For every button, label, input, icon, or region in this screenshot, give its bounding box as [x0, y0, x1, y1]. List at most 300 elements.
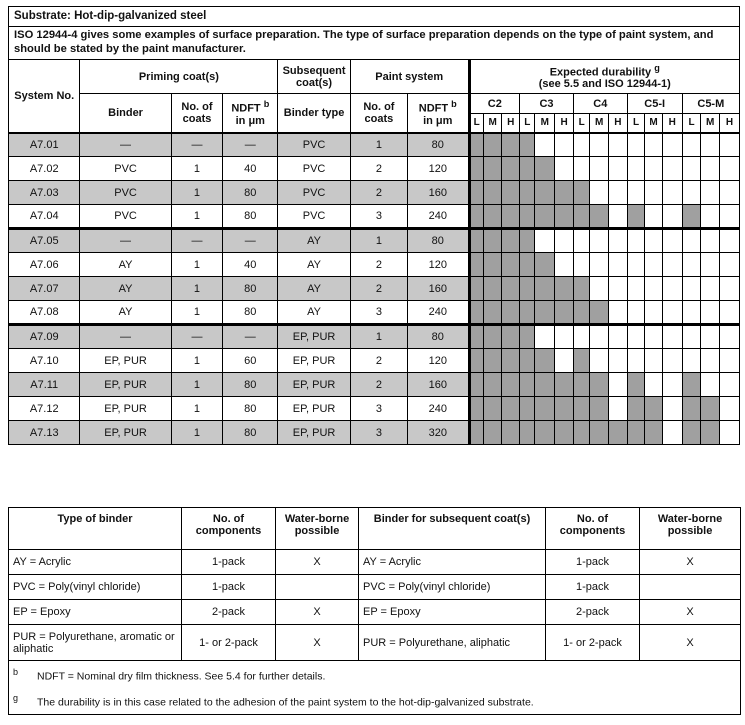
durability-cell-c2-l [469, 373, 483, 397]
durability-cell-c5-i-m [645, 397, 663, 421]
system-no-cell: A7.04 [9, 205, 80, 229]
legend-subsequent-binder-cell: AY = Acrylic [359, 550, 546, 575]
priming-ndft-cell: 80 [223, 421, 278, 445]
durability-cell-c4-m [590, 157, 609, 181]
footnote-mark: b [13, 666, 19, 677]
durability-cell-c4-l [573, 253, 589, 277]
legend-binder-type-cell: AY = Acrylic [9, 550, 182, 575]
durability-cell-c3-l [520, 421, 535, 445]
legend-subsequent-components-cell: 1-pack [546, 575, 640, 600]
legend-water-borne-cell [276, 575, 359, 600]
durability-cell-c4-m [590, 373, 609, 397]
binder-legend-table [8, 507, 741, 715]
durability-cell-c5-m-l [682, 181, 701, 205]
durability-cell-c5-m-m [701, 229, 720, 253]
durability-level-c5-m-h: H [720, 114, 740, 133]
durability-cell-c5-i-l [627, 349, 645, 373]
priming-binder-cell: PVC [80, 181, 171, 205]
paint-system-coats-cell: 2 [350, 373, 407, 397]
durability-cell-c5-m-m [701, 421, 720, 445]
paint-system-ndft-cell: 120 [407, 157, 469, 181]
durability-cell-c5-i-m [645, 373, 663, 397]
durability-cell-c5-i-m [645, 181, 663, 205]
durability-level-c4-m: M [590, 114, 609, 133]
durability-cell-c5-m-m [701, 349, 720, 373]
table-row [9, 397, 740, 421]
durability-cell-c3-h [555, 421, 574, 445]
durability-cell-c3-m [535, 181, 555, 205]
durability-cell-c4-l [573, 205, 589, 229]
priming-coats-cell: 1 [171, 349, 223, 373]
durability-level-c2-l: L [469, 114, 483, 133]
table-row [9, 253, 740, 277]
header-ps-ndft [407, 94, 469, 133]
priming-ndft-cell: — [223, 325, 278, 349]
durability-cell-c3-l [520, 325, 535, 349]
subsequent-binder-cell: AY [278, 277, 351, 301]
durability-level-c2-h: H [502, 114, 520, 133]
subsequent-binder-cell: EP, PUR [278, 349, 351, 373]
durability-cell-c5-m-h [720, 277, 740, 301]
paint-system-ndft-cell: 120 [407, 253, 469, 277]
durability-cell-c5-m-h [720, 253, 740, 277]
system-no-cell: A7.10 [9, 349, 80, 373]
durability-cell-c2-h [502, 253, 520, 277]
durability-level-c2-m: M [483, 114, 502, 133]
paint-system-coats-cell: 1 [350, 325, 407, 349]
durability-cell-c5-i-h [662, 277, 682, 301]
durability-cell-c4-h [609, 349, 628, 373]
durability-cell-c5-m-h [720, 229, 740, 253]
durability-cell-c2-h [502, 349, 520, 373]
durability-cell-c3-m [535, 157, 555, 181]
priming-coats-cell: 1 [171, 301, 223, 325]
priming-coats-cell: 1 [171, 157, 223, 181]
durability-cell-c3-l [520, 349, 535, 373]
durability-cell-c3-l [520, 373, 535, 397]
paint-system-coats-cell: 2 [350, 181, 407, 205]
durability-cell-c5-m-h [720, 421, 740, 445]
durability-cell-c4-m [590, 325, 609, 349]
paint-system-coats-cell: 2 [350, 253, 407, 277]
priming-ndft-cell: — [223, 133, 278, 157]
durability-cell-c5-m-l [682, 373, 701, 397]
priming-coats-cell: 1 [171, 373, 223, 397]
durability-cell-c5-i-m [645, 229, 663, 253]
durability-cell-c5-m-m [701, 133, 720, 157]
subsequent-binder-cell: EP, PUR [278, 421, 351, 445]
paint-system-ndft-cell: 160 [407, 373, 469, 397]
durability-cell-c3-m [535, 421, 555, 445]
priming-binder-cell: — [80, 325, 171, 349]
paint-system-ndft-cell: 80 [407, 325, 469, 349]
subsequent-binder-cell: AY [278, 301, 351, 325]
table-row [9, 277, 740, 301]
system-no-cell: A7.05 [9, 229, 80, 253]
durability-cell-c5-i-m [645, 133, 663, 157]
systems-table [8, 59, 740, 445]
durability-cell-c5-i-m [645, 277, 663, 301]
durability-cell-c2-l [469, 349, 483, 373]
priming-ndft-cell: 60 [223, 349, 278, 373]
durability-cell-c5-i-h [662, 397, 682, 421]
durability-cell-c3-h [555, 325, 574, 349]
legend-header-binder-subsequent: Binder for subsequent coat(s) [359, 508, 546, 550]
paint-system-coats-cell: 3 [350, 205, 407, 229]
legend-subsequent-water-borne-cell: X [640, 550, 741, 575]
durability-cell-c5-m-m [701, 253, 720, 277]
durability-cell-c4-l [573, 421, 589, 445]
durability-cell-c2-m [483, 301, 502, 325]
durability-cell-c3-h [555, 253, 574, 277]
paint-system-coats-cell: 3 [350, 421, 407, 445]
durability-cell-c4-h [609, 157, 628, 181]
durability-cell-c4-l [573, 349, 589, 373]
durability-cell-c4-l [573, 277, 589, 301]
durability-cell-c5-m-h [720, 133, 740, 157]
footnote-mark: g [13, 693, 19, 703]
durability-cell-c5-i-m [645, 325, 663, 349]
durability-cell-c5-m-l [682, 157, 701, 181]
durability-cell-c5-m-l [682, 349, 701, 373]
durability-cell-c3-l [520, 301, 535, 325]
priming-coats-cell: — [171, 325, 223, 349]
durability-cell-c5-m-h [720, 181, 740, 205]
system-no-cell: A7.08 [9, 301, 80, 325]
durability-cell-c5-i-l [627, 277, 645, 301]
durability-cell-c2-h [502, 157, 520, 181]
durability-cell-c2-m [483, 181, 502, 205]
durability-cell-c3-h [555, 349, 574, 373]
durability-cell-c5-m-m [701, 205, 720, 229]
durability-cell-c5-m-l [682, 277, 701, 301]
durability-cell-c5-i-h [662, 301, 682, 325]
durability-cell-c5-i-l [627, 181, 645, 205]
paint-system-ndft-cell: 80 [407, 133, 469, 157]
durability-cell-c2-l [469, 181, 483, 205]
durability-cell-c2-m [483, 229, 502, 253]
paint-system-ndft-cell: 160 [407, 181, 469, 205]
durability-cell-c3-l [520, 133, 535, 157]
durability-cell-c5-m-h [720, 397, 740, 421]
priming-ndft-cell: 40 [223, 253, 278, 277]
legend-binder-type-cell: PUR = Polyurethane, aromatic or aliphatic [9, 625, 182, 661]
durability-cell-c4-m [590, 301, 609, 325]
header-binder-type: Binder type [278, 94, 351, 133]
durability-level-c3-l: L [520, 114, 535, 133]
durability-cell-c2-l [469, 397, 483, 421]
legend-header-type-of-binder: Type of binder [9, 508, 182, 550]
durability-cell-c2-l [469, 325, 483, 349]
durability-cell-c5-m-h [720, 301, 740, 325]
table-row [9, 133, 740, 157]
priming-binder-cell: EP, PUR [80, 397, 171, 421]
durability-cell-c2-m [483, 157, 502, 181]
legend-header-no-of-components-2: No. of components [546, 508, 640, 550]
legend-subsequent-water-borne-cell: X [640, 600, 741, 625]
table-row [9, 157, 740, 181]
ps-ndft-label: NDFT [418, 102, 449, 115]
durability-cell-c4-m [590, 421, 609, 445]
legend-components-cell: 2-pack [182, 600, 276, 625]
legend-header-water-borne: Water-borne possible [276, 508, 359, 550]
table-row [9, 301, 740, 325]
subsequent-binder-cell: AY [278, 253, 351, 277]
paint-system-coats-cell: 1 [350, 229, 407, 253]
durability-cell-c3-l [520, 397, 535, 421]
paint-system-coats-cell: 2 [350, 157, 407, 181]
legend-row [9, 575, 741, 600]
durability-level-c5-i-h: H [662, 114, 682, 133]
paint-system-ndft-cell: 120 [407, 349, 469, 373]
durability-cell-c5-i-h [662, 373, 682, 397]
priming-binder-cell: AY [80, 253, 171, 277]
durability-cell-c3-h [555, 397, 574, 421]
durability-cell-c2-m [483, 373, 502, 397]
priming-ndft-cell: 80 [223, 205, 278, 229]
durability-cell-c5-i-m [645, 253, 663, 277]
priming-coats-cell: 1 [171, 205, 223, 229]
header-subsequent-coats: Subsequent coat(s) [278, 60, 351, 94]
durability-cell-c5-m-m [701, 373, 720, 397]
durability-cell-c2-h [502, 325, 520, 349]
durability-cell-c3-m [535, 205, 555, 229]
durability-cell-c5-i-l [627, 157, 645, 181]
paint-system-ndft-cell: 240 [407, 205, 469, 229]
paint-system-coats-cell: 3 [350, 301, 407, 325]
durability-cell-c2-m [483, 325, 502, 349]
system-no-cell: A7.09 [9, 325, 80, 349]
system-no-cell: A7.07 [9, 277, 80, 301]
ndft-label: NDFT [231, 102, 261, 115]
durability-cell-c5-m-l [682, 421, 701, 445]
category-c5-m: C5-M [682, 94, 739, 114]
durability-cell-c4-h [609, 253, 628, 277]
substrate-title: Substrate: Hot-dip-galvanized steel [8, 6, 740, 26]
durability-cell-c4-m [590, 133, 609, 157]
durability-cell-c4-h [609, 373, 628, 397]
durability-cell-c5-i-m [645, 421, 663, 445]
durability-level-c3-h: H [555, 114, 574, 133]
legend-subsequent-components-cell: 1-pack [546, 550, 640, 575]
durability-cell-c5-i-l [627, 253, 645, 277]
category-c3: C3 [520, 94, 574, 114]
durability-cell-c5-m-l [682, 229, 701, 253]
subsequent-binder-cell: PVC [278, 157, 351, 181]
durability-cell-c4-l [573, 373, 589, 397]
subsequent-binder-cell: PVC [278, 205, 351, 229]
durability-cell-c4-l [573, 301, 589, 325]
subsequent-binder-cell: EP, PUR [278, 325, 351, 349]
durability-cell-c2-m [483, 205, 502, 229]
paint-system-ndft-cell: 80 [407, 229, 469, 253]
durability-cell-c5-m-h [720, 373, 740, 397]
category-c5-i: C5-I [627, 94, 682, 114]
header-no-of-coats: No. of coats [171, 94, 223, 133]
durability-cell-c5-i-h [662, 181, 682, 205]
priming-coats-cell: 1 [171, 253, 223, 277]
durability-cell-c5-m-l [682, 133, 701, 157]
durability-cell-c2-l [469, 277, 483, 301]
durability-cell-c2-h [502, 181, 520, 205]
durability-cell-c5-m-h [720, 349, 740, 373]
system-no-cell: A7.01 [9, 133, 80, 157]
durability-cell-c5-i-l [627, 301, 645, 325]
priming-binder-cell: PVC [80, 157, 171, 181]
category-c2: C2 [469, 94, 520, 114]
durability-cell-c3-l [520, 181, 535, 205]
footnote-text: The durability is in this case related to the adhesion of the paint system to the hot-dip-galvanized substrate. [37, 696, 534, 709]
legend-binder-type-cell: EP = Epoxy [9, 600, 182, 625]
priming-binder-cell: EP, PUR [80, 421, 171, 445]
durability-cell-c4-l [573, 397, 589, 421]
header-paint-system: Paint system [350, 60, 469, 94]
footnote-text: NDFT = Nominal dry film thickness. See 5.4 for further details. [37, 670, 326, 682]
durability-level-c5-i-m: M [645, 114, 663, 133]
durability-cell-c5-i-m [645, 349, 663, 373]
footnote-g [9, 688, 741, 715]
durability-cell-c4-m [590, 205, 609, 229]
durability-cell-c2-l [469, 229, 483, 253]
durability-cell-c4-h [609, 397, 628, 421]
priming-coats-cell: — [171, 229, 223, 253]
durability-cell-c3-m [535, 229, 555, 253]
table-row [9, 205, 740, 229]
durability-level-c5-m-l: L [682, 114, 701, 133]
durability-cell-c2-h [502, 301, 520, 325]
durability-cell-c2-l [469, 421, 483, 445]
durability-cell-c5-m-h [720, 325, 740, 349]
subsequent-binder-cell: EP, PUR [278, 397, 351, 421]
durability-cell-c3-m [535, 253, 555, 277]
durability-cell-c3-h [555, 229, 574, 253]
header-ps-no-of-coats: No. of coats [350, 94, 407, 133]
paint-system-ndft-cell: 320 [407, 421, 469, 445]
durability-cell-c4-h [609, 301, 628, 325]
legend-header-no-of-components: No. of components [182, 508, 276, 550]
durability-cell-c4-h [609, 229, 628, 253]
header-binder: Binder [80, 94, 171, 133]
legend-subsequent-water-borne-cell [640, 575, 741, 600]
priming-coats-cell: 1 [171, 421, 223, 445]
priming-binder-cell: — [80, 229, 171, 253]
subsequent-binder-cell: PVC [278, 133, 351, 157]
header-ndft [223, 94, 278, 133]
durability-cell-c5-i-h [662, 349, 682, 373]
expected-durability-footnote-mark: g [654, 62, 660, 73]
durability-cell-c5-m-h [720, 205, 740, 229]
legend-row [9, 600, 741, 625]
legend-components-cell: 1- or 2-pack [182, 625, 276, 661]
durability-cell-c5-i-l [627, 325, 645, 349]
priming-ndft-cell: 80 [223, 373, 278, 397]
priming-coats-cell: 1 [171, 277, 223, 301]
durability-cell-c5-m-m [701, 397, 720, 421]
durability-level-c4-l: L [573, 114, 589, 133]
subsequent-binder-cell: PVC [278, 181, 351, 205]
durability-cell-c3-h [555, 157, 574, 181]
durability-cell-c2-m [483, 277, 502, 301]
durability-cell-c5-i-h [662, 325, 682, 349]
durability-cell-c5-i-m [645, 301, 663, 325]
durability-cell-c4-l [573, 229, 589, 253]
priming-coats-cell: — [171, 133, 223, 157]
durability-cell-c5-i-l [627, 397, 645, 421]
legend-row [9, 625, 741, 661]
durability-cell-c5-i-m [645, 157, 663, 181]
durability-cell-c3-l [520, 277, 535, 301]
legend-header-water-borne-2: Water-borne possible [640, 508, 741, 550]
legend-subsequent-binder-cell: PVC = Poly(vinyl chloride) [359, 575, 546, 600]
system-no-cell: A7.13 [9, 421, 80, 445]
durability-cell-c4-m [590, 181, 609, 205]
durability-cell-c4-l [573, 157, 589, 181]
legend-subsequent-binder-cell: PUR = Polyurethane, aliphatic [359, 625, 546, 661]
priming-binder-cell: AY [80, 277, 171, 301]
durability-cell-c5-i-m [645, 205, 663, 229]
priming-ndft-cell: 80 [223, 301, 278, 325]
paint-system-ndft-cell: 240 [407, 301, 469, 325]
header-expected-durability [469, 60, 739, 94]
durability-cell-c3-l [520, 229, 535, 253]
durability-cell-c2-h [502, 133, 520, 157]
expected-durability-label: Expected durability [549, 66, 652, 79]
durability-cell-c3-h [555, 373, 574, 397]
durability-cell-c2-h [502, 373, 520, 397]
table-row [9, 229, 740, 253]
durability-cell-c4-h [609, 205, 628, 229]
expected-durability-reference: (see 5.5 and ISO 12944-1) [538, 78, 671, 91]
durability-level-c4-h: H [609, 114, 628, 133]
durability-cell-c2-m [483, 253, 502, 277]
table-row [9, 181, 740, 205]
durability-cell-c2-m [483, 133, 502, 157]
durability-cell-c4-l [573, 181, 589, 205]
durability-cell-c5-i-h [662, 205, 682, 229]
durability-cell-c3-l [520, 253, 535, 277]
legend-subsequent-components-cell: 1- or 2-pack [546, 625, 640, 661]
durability-cell-c5-i-l [627, 205, 645, 229]
priming-coats-cell: 1 [171, 181, 223, 205]
paint-system-coats-cell: 2 [350, 349, 407, 373]
durability-cell-c5-m-l [682, 397, 701, 421]
durability-cell-c4-m [590, 277, 609, 301]
durability-cell-c5-m-l [682, 205, 701, 229]
durability-cell-c5-i-h [662, 421, 682, 445]
durability-cell-c5-i-h [662, 229, 682, 253]
durability-cell-c5-m-l [682, 253, 701, 277]
category-c4: C4 [573, 94, 627, 114]
footnote-b [9, 661, 741, 688]
legend-water-borne-cell: X [276, 600, 359, 625]
ndft-footnote-mark: b [263, 98, 270, 109]
durability-cell-c3-m [535, 373, 555, 397]
durability-cell-c4-h [609, 133, 628, 157]
paint-system-coats-cell: 3 [350, 397, 407, 421]
paint-system-ndft-cell: 160 [407, 277, 469, 301]
paint-system-table [8, 6, 740, 478]
durability-cell-c3-h [555, 277, 574, 301]
durability-cell-c5-i-h [662, 253, 682, 277]
durability-level-c5-m-m: M [701, 114, 720, 133]
durability-cell-c3-h [555, 181, 574, 205]
intro-note: ISO 12944-4 gives some examples of surface preparation. The type of surface preparation depends on the type of paint system, and should be stated by the paint manufacturer. [8, 26, 740, 59]
durability-cell-c3-l [520, 205, 535, 229]
durability-cell-c4-h [609, 421, 628, 445]
durability-level-c3-m: M [535, 114, 555, 133]
durability-cell-c4-h [609, 277, 628, 301]
priming-binder-cell: EP, PUR [80, 349, 171, 373]
